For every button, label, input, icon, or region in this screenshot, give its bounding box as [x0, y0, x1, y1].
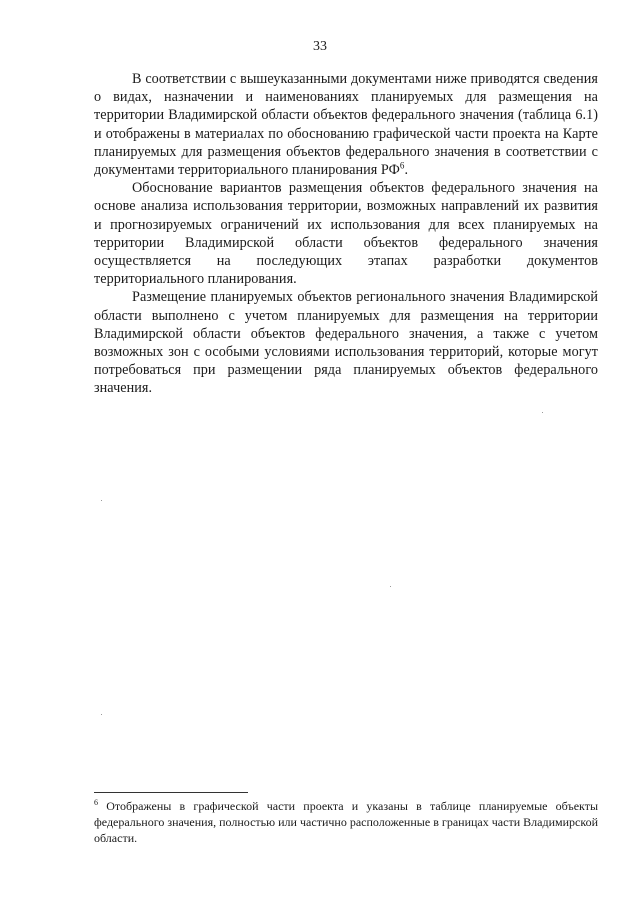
scan-speck [101, 500, 102, 501]
paragraph-1 [94, 70, 598, 179]
paragraph-1-tail: . [404, 162, 409, 179]
paragraph-1-text: В соответствии с вышеуказанными документами ниже приводятся сведения о видах, назначении и наименованиях планируемых для размещения на территории Владимирской области объектов федерального значения (таблица 6.1) и отображены в материалах по обоснованию графической части проекта на Карте планируемых для размещения объектов федерального значения в соответствии с документами территориального планирования РФ [94, 71, 598, 179]
scan-speck [542, 412, 543, 413]
footnote-reference[interactable]: 6 [399, 160, 405, 171]
footnote [94, 798, 598, 846]
footnote-text: Отображены в графической части проекта и указаны в таблице планируемые объекты федерального значения, полностью или частично расположенные в границах части Владимирской области. [94, 799, 598, 845]
body-text [94, 70, 598, 398]
scan-speck [390, 586, 391, 587]
page-number: 33 [313, 39, 327, 54]
footnote-separator [94, 792, 248, 793]
paragraph-2: Обоснование вариантов размещения объектов федерального значения на основе анализа использования территории, возможных направлений их развития и прогнозируемых ограничений их использования для всех планируемых на территории Владимирской области объектов федерального значения осуществляется на последующих этапах разработки документов территориального планирования. [94, 180, 598, 288]
scan-speck [101, 714, 102, 715]
footnote-marker: 6 [94, 798, 98, 807]
paragraph-3: Размещение планируемых объектов регионального значения Владимирской области выполнено с учетом планируемых для размещения на территории Владимирской области объектов федерального значения, а также с учетом возможных зон с особыми условиями использования территорий, которые могут потребоваться при размещении ряда планируемых объектов федерального значения. [94, 289, 598, 397]
